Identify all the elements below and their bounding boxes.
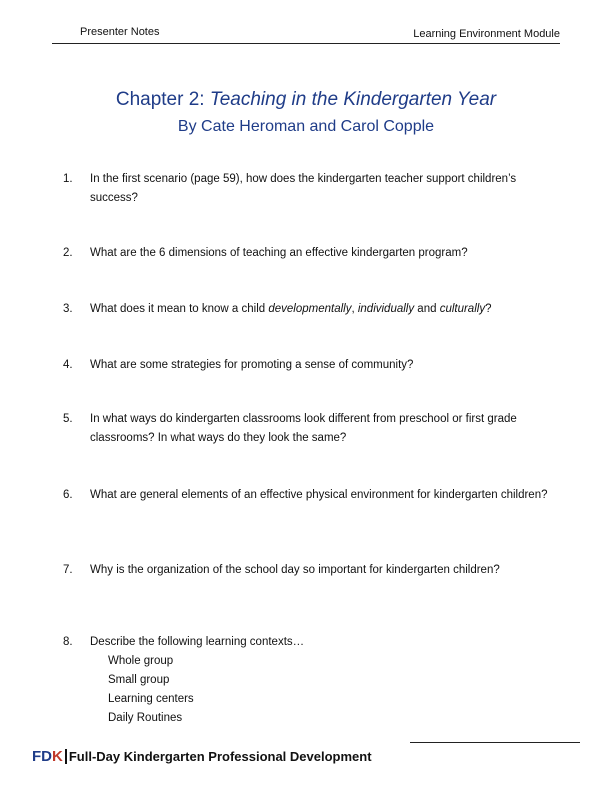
list-item-learning-centers: Learning centers xyxy=(108,693,194,705)
question-text: In the first scenario (page 59), how does the kindergarten teacher support children’s success? xyxy=(90,173,517,204)
question-text-part: and xyxy=(414,303,440,315)
list-item-daily-routines: Daily Routines xyxy=(108,712,183,724)
logo-letter-d: D xyxy=(41,748,53,765)
page-subtitle: By Cate Heroman and Carol Copple xyxy=(177,118,435,135)
question-number: 6. xyxy=(63,489,73,501)
question-number: 2. xyxy=(63,247,73,259)
footer-divider xyxy=(410,742,580,743)
title-prefix: Chapter 2: xyxy=(115,89,210,110)
question-text-part: What does it mean to know a child xyxy=(90,303,269,315)
logo-letter-k: K xyxy=(52,748,63,765)
question-number: 4. xyxy=(63,359,73,371)
list-item-small-group: Small group xyxy=(108,674,170,686)
question-number: 7. xyxy=(63,564,73,576)
question-text xyxy=(90,633,560,728)
logo-text: Full-Day Kindergarten Professional Development xyxy=(68,749,372,764)
question-text-italic: developmentally xyxy=(268,303,352,315)
question-text-part: , xyxy=(351,303,358,315)
question-text: In what ways do kindergarten classrooms look different from preschool or first grade classrooms? In what ways do they look the same? xyxy=(90,413,517,444)
page-title xyxy=(0,89,612,111)
question-number: 8. xyxy=(63,636,73,648)
question-text-italic: culturally xyxy=(439,303,486,315)
question-number: 5. xyxy=(63,413,73,425)
question-text: Why is the organization of the school day so important for kindergarten children? xyxy=(90,564,500,576)
logo-separator xyxy=(65,749,67,764)
question-number: 1. xyxy=(63,173,73,185)
question-number: 3. xyxy=(63,303,73,315)
header-presenter-notes: Presenter Notes xyxy=(80,26,160,38)
logo-letter-f: F xyxy=(32,748,42,765)
question-text: What are some strategies for promoting a sense of community? xyxy=(90,359,414,371)
header-module-name: Learning Environment Module xyxy=(413,28,560,40)
title-italic: Teaching in the Kindergarten Year xyxy=(209,89,497,110)
header-divider xyxy=(52,43,560,44)
question-text-lead: Describe the following learning contexts… xyxy=(90,636,305,648)
fdk-logo xyxy=(32,748,372,765)
question-text-italic: individually xyxy=(357,303,415,315)
question-text: What are general elements of an effective physical environment for kindergarten children? xyxy=(90,489,548,501)
list-item-whole-group: Whole group xyxy=(108,655,174,667)
question-text xyxy=(90,300,560,319)
question-text-part: ? xyxy=(485,303,492,315)
question-text: What are the 6 dimensions of teaching an effective kindergarten program? xyxy=(90,247,468,259)
